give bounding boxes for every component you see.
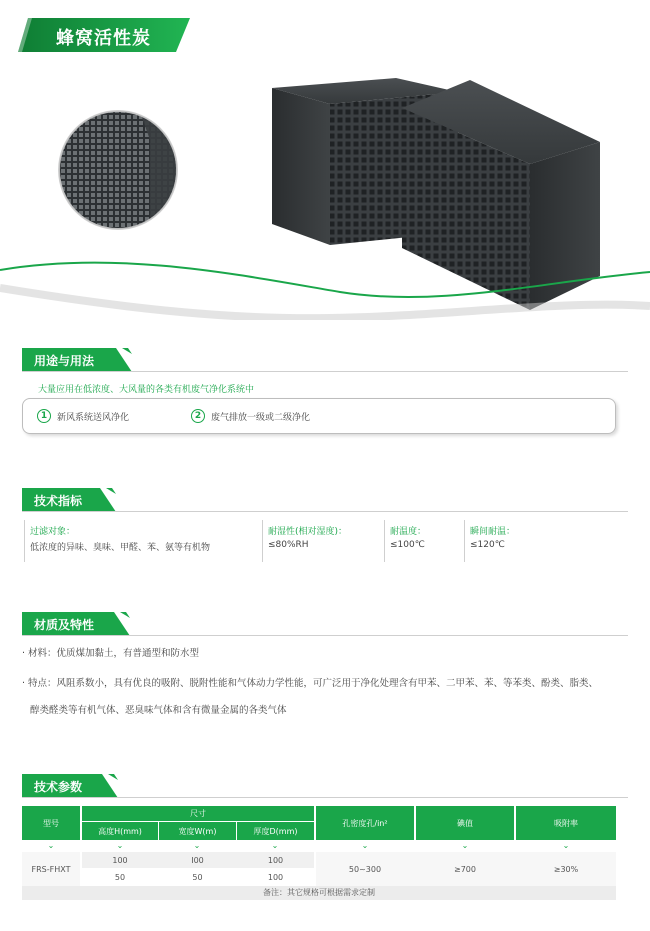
material-line: · 材料：优质煤加黏土，有普通型和防水型	[22, 648, 200, 659]
chevron-down-icon: ⌄	[193, 841, 201, 850]
tech-params-section-title: 技术参数	[34, 780, 83, 794]
header-model: 型号	[22, 806, 80, 840]
spec-separator	[262, 520, 263, 562]
tech-indicators-section-tab	[22, 488, 132, 512]
hero-product-image	[0, 60, 650, 320]
chevron-down-icon: ⌄	[461, 841, 469, 850]
table-header	[22, 806, 616, 840]
cell-depth: 100	[267, 872, 284, 882]
spec-value: ≤80%RH	[268, 540, 309, 550]
header-absorption: 吸附率	[516, 806, 616, 840]
usage-description: 大量应用在低浓度、大风量的各类有机废气净化系统中	[38, 385, 255, 395]
spec-instant-temperature	[470, 524, 515, 550]
cell-height: 100	[112, 855, 128, 865]
usage-item-2	[191, 409, 310, 423]
spec-humidity	[268, 524, 347, 550]
cell-width: 50	[192, 872, 203, 882]
number-circle-icon: 1	[37, 409, 51, 423]
cell-model: FRS-FHXT	[31, 864, 71, 874]
spec-separator	[384, 520, 385, 562]
spec-separator	[464, 520, 465, 562]
usage-item-text: 废气排放一级或二级净化	[211, 412, 311, 423]
usage-item-1	[37, 409, 129, 423]
header-height: 高度H(mm)	[82, 822, 158, 840]
cell-absorption: ≥30%	[553, 864, 579, 874]
spec-filter-target	[30, 524, 210, 553]
materials-section-tab	[22, 612, 132, 636]
number-circle-icon: 2	[191, 409, 205, 423]
header-depth: 厚度D(mm)	[237, 822, 314, 840]
cell-depth: 100	[267, 855, 284, 865]
table-note: 备注：其它规格可根据需求定制	[22, 886, 616, 900]
usage-item-text: 新风系统送风净化	[57, 412, 130, 423]
page-title: 蜂窝活性炭	[56, 28, 151, 49]
spec-label: 耐湿性(相对湿度)：	[268, 527, 348, 537]
spec-label: 瞬间耐温：	[470, 527, 516, 537]
title-banner	[18, 18, 190, 52]
spec-temperature	[390, 524, 426, 550]
header-iodine: 碘值	[416, 806, 514, 840]
spec-value: ≤100℃	[390, 540, 425, 550]
feature-line: · 特点：风阻系数小，具有优良的吸附、脱附性能和气体动力学性能，可广泛用于净化处理含有甲苯、二甲苯、苯、等苯类、酚类、脂类、	[22, 678, 599, 689]
materials-divider	[22, 635, 628, 636]
chevron-down-icon: ⌄	[562, 841, 570, 850]
spec-label: 过滤对象：	[30, 527, 76, 537]
spec-value: 低浓度的异味、臭味、甲醛、苯、氨等有机物	[30, 543, 211, 553]
spec-separator	[24, 520, 25, 562]
usage-items-box	[22, 398, 616, 434]
spec-label: 耐温度：	[390, 527, 427, 537]
tech-params-divider	[22, 797, 628, 798]
chevron-down-icon: ⌄	[116, 841, 124, 850]
tech-indicators-title: 技术指标	[34, 494, 83, 508]
chevron-down-icon: ⌄	[361, 841, 369, 850]
spec-value: ≤120℃	[470, 540, 505, 550]
tech-params-section-tab	[22, 774, 132, 798]
cell-width: I00	[191, 855, 204, 865]
usage-divider	[22, 371, 628, 372]
chevron-down-icon: ⌄	[47, 841, 55, 850]
cell-height: 50	[114, 872, 126, 882]
feature-line-continued: 醇类醛类等有机气体、恶臭味气体和含有微量金属的各类气体	[30, 705, 287, 716]
cell-iodine: ≥700	[454, 864, 476, 874]
header-size: 尺寸	[82, 806, 314, 821]
tech-indicators-divider	[22, 511, 628, 512]
chevron-down-icon: ⌄	[271, 841, 279, 850]
usage-section-title: 用途与用法	[34, 354, 95, 368]
header-hole-density: 孔密度孔/in²	[316, 806, 414, 840]
cell-hole-density: 50~300	[348, 864, 382, 874]
usage-section-tab	[22, 348, 132, 372]
materials-section-title: 材质及特性	[34, 618, 95, 632]
header-width: 宽度W(m)	[159, 822, 236, 840]
